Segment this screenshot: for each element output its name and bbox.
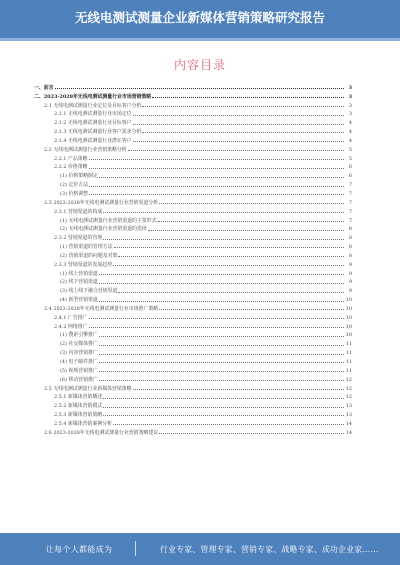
toc-entry-label: 2.2.2 价格策略 (54, 164, 88, 171)
toc-entry-label: 一、前言 (34, 84, 54, 91)
report-title: 无线电测试测量企业新媒体营销策略研究报告 (74, 10, 325, 25)
toc-leader-dots (114, 247, 345, 248)
toc-leader-dots (89, 327, 344, 328)
table-of-contents (34, 82, 352, 436)
toc-entry-page: 13 (345, 412, 352, 419)
toc-leader-dots (99, 345, 344, 346)
toc-entry-page: 7 (348, 190, 352, 197)
toc-entry-label: 2.1.3 无线电测试测量行业客户需求分析 (54, 129, 142, 136)
toc-entry[interactable] (34, 215, 352, 224)
toc-entry-page: 3 (348, 111, 352, 118)
toc-entry-label: 2.5.2 新媒体营销模式 (54, 403, 103, 410)
toc-entry[interactable] (34, 117, 352, 126)
toc-entry[interactable] (34, 170, 352, 179)
toc-entry[interactable] (34, 135, 352, 144)
toc-entry-page: 9 (348, 270, 352, 277)
toc-entry-label: (4) 新型营销渠道 (60, 297, 98, 304)
toc-title: 内容目录 (173, 58, 226, 72)
toc-entry-page: 7 (348, 199, 352, 206)
toc-entry[interactable] (34, 162, 352, 171)
toc-entry[interactable] (34, 392, 352, 401)
toc-entry-page: 10 (345, 314, 352, 321)
toc-entry-page: 11 (345, 350, 352, 357)
toc-entry-page: 10 (345, 297, 352, 304)
toc-entry[interactable] (34, 224, 352, 233)
toc-entry-label: 2.1.1 无线电测试测量行业市场定位 (54, 111, 132, 118)
footer-tagline: 行业专家、管理专家、营销专家、战略专家、成功企业家…… (160, 545, 379, 554)
toc-leader-dots (89, 168, 344, 169)
toc-entry[interactable] (34, 418, 352, 427)
toc-entry-page: 11 (345, 341, 352, 348)
toc-entry[interactable] (34, 144, 352, 153)
toc-entry[interactable] (34, 241, 352, 250)
toc-entry-page: 3 (348, 102, 352, 109)
toc-leader-dots (55, 88, 344, 89)
toc-entry-label: (2) 社交媒体推广 (60, 341, 98, 348)
toc-leader-dots (103, 239, 344, 240)
toc-leader-dots (133, 124, 344, 125)
toc-entry-label: 2.5.4 新媒体营销案例分析 (54, 420, 113, 427)
toc-entry-page: 12 (345, 394, 352, 401)
toc-entry-page: 7 (348, 182, 352, 189)
toc-entry-page: 10 (345, 323, 352, 330)
toc-entry-page: 8 (348, 226, 352, 233)
toc-entry[interactable] (34, 91, 352, 100)
toc-leader-dots (99, 301, 344, 302)
toc-entry-label: (1) 营销渠道的管理方法 (60, 244, 113, 251)
toc-entry-page: 9 (348, 279, 352, 286)
toc-entry[interactable] (34, 409, 352, 418)
toc-leader-dots (103, 407, 344, 408)
toc-entry-label: 2.4 2023-2028年无线电测试测量行业市场推广策略 (44, 305, 159, 312)
toc-entry-label: 2.5 无线电测试测量行业新媒体营销策略 (44, 385, 132, 392)
toc-entry-page: 11 (345, 367, 352, 374)
toc-entry[interactable] (34, 232, 352, 241)
toc-entry[interactable] (34, 197, 352, 206)
toc-entry-page: 9 (348, 261, 352, 268)
toc-leader-dots (99, 380, 344, 381)
toc-entry-page: 8 (348, 235, 352, 242)
toc-entry[interactable] (34, 100, 352, 109)
toc-entry-page: 11 (345, 359, 352, 365)
toc-leader-dots (113, 265, 344, 266)
toc-entry[interactable] (34, 338, 352, 347)
toc-entry[interactable] (34, 250, 352, 259)
toc-entry[interactable] (34, 347, 352, 356)
toc-entry-label: 2.3.2 营销渠道的管理 (54, 235, 103, 242)
toc-leader-dots (99, 362, 344, 363)
toc-entry-label: (2) 营销渠道的问题及对策 (60, 252, 118, 259)
footer-divider (135, 541, 136, 556)
toc-entry-label: (3) 价格调整 (60, 190, 89, 197)
toc-entry-page: 5 (348, 155, 352, 162)
toc-entry[interactable] (34, 277, 352, 286)
toc-entry[interactable] (34, 321, 352, 330)
toc-entry[interactable] (34, 356, 352, 365)
toc-entry[interactable] (34, 126, 352, 135)
toc-leader-dots (103, 212, 344, 213)
toc-entry[interactable] (34, 303, 352, 312)
toc-entry-page: 6 (348, 164, 352, 171)
toc-entry-page: 3 (348, 84, 352, 91)
toc-entry-page: 10 (345, 305, 352, 312)
toc-entry-page: 4 (348, 129, 352, 136)
toc-entry-label: 2.5.3 新媒体营销策略 (54, 412, 103, 419)
toc-entry-label: (1) 搜索引擎推广 (60, 332, 98, 339)
toc-entry-page: 8 (348, 244, 352, 251)
toc-leader-dots (118, 256, 344, 257)
toc-leader-dots (103, 398, 344, 399)
toc-entry-page: 7 (348, 217, 352, 224)
toc-entry-page: 4 (348, 120, 352, 127)
toc-leader-dots (152, 97, 344, 98)
toc-leader-dots (89, 159, 344, 160)
toc-entry-label: 2.2 无线电测试测量行业营销策略分析 (44, 146, 127, 153)
toc-entry-label: (1) 无线电测试测量行业营销渠道的主要形式 (60, 217, 157, 224)
toc-leader-dots (159, 203, 344, 204)
toc-entry-label: 2.4.1 广告推广 (54, 314, 88, 321)
toc-leader-dots (142, 132, 344, 133)
toc-entry-page: 3 (348, 93, 352, 100)
toc-entry-page: 8 (348, 252, 352, 259)
toc-entry-label: (3) 线上线下融合营销渠道 (60, 288, 118, 295)
toc-leader-dots (118, 292, 344, 293)
toc-entry-page: 14 (345, 429, 352, 436)
banner-divider (0, 38, 400, 41)
toc-leader-dots (99, 354, 344, 355)
toc-entry-page: 9 (348, 288, 352, 295)
footer-slogan: 让每个人都能成为 (46, 545, 113, 554)
toc-entry-label: (2) 无线电测试测量行业营销渠道的选择 (60, 226, 147, 233)
toc-entry[interactable] (34, 285, 352, 294)
toc-entry-label: (1) 价格策略制定 (60, 173, 98, 180)
toc-entry-label: (4) 电子邮件推广 (60, 359, 98, 365)
toc-entry-label: 二、2023-2028年无线电测试测量行业市场营销策略 (34, 93, 152, 100)
footer-banner (0, 533, 400, 565)
toc-leader-dots (159, 433, 344, 434)
toc-entry-label: (2) 定价方法 (60, 182, 89, 189)
toc-leader-dots (128, 150, 344, 151)
toc-leader-dots (103, 415, 344, 416)
toc-leader-dots (133, 141, 344, 142)
toc-entry[interactable] (34, 383, 352, 392)
toc-entry-page: 12 (345, 376, 352, 383)
toc-entry[interactable] (34, 268, 352, 277)
toc-entry-label: 2.5.1 新媒体营销概述 (54, 394, 103, 401)
toc-entry-page: 4 (348, 137, 352, 144)
toc-entry[interactable] (34, 188, 352, 197)
toc-entry-page: 10 (345, 332, 352, 339)
toc-leader-dots (133, 115, 344, 116)
toc-entry[interactable] (34, 374, 352, 383)
toc-entry-page: 13 (345, 403, 352, 410)
toc-entry-page: 7 (348, 208, 352, 215)
toc-entry[interactable] (34, 427, 352, 436)
toc-entry-label: 2.4.2 网络推广 (54, 323, 88, 330)
toc-entry[interactable] (34, 294, 352, 303)
toc-leader-dots (89, 194, 344, 195)
toc-entry[interactable] (34, 82, 352, 91)
toc-leader-dots (133, 389, 344, 390)
toc-leader-dots (99, 336, 344, 337)
toc-leader-dots (159, 309, 344, 310)
toc-entry-label: 2.1.4 无线电测试测量行业潜在客户 (54, 137, 132, 144)
toc-entry-label: (3) 内容营销推广 (60, 350, 98, 357)
toc-leader-dots (99, 283, 344, 284)
toc-entry[interactable] (34, 259, 352, 268)
toc-leader-dots (113, 424, 344, 425)
toc-entry-label: 2.3.3 营销渠道的发展趋势 (54, 261, 113, 268)
toc-entry-page: 14 (345, 420, 352, 427)
toc-leader-dots (158, 221, 344, 222)
toc-entry-page: 5 (348, 146, 352, 153)
toc-entry[interactable] (34, 400, 352, 409)
toc-leader-dots (148, 230, 344, 231)
report-title-banner (0, 0, 400, 38)
toc-entry-label: 2.2.1 产品策略 (54, 155, 88, 162)
toc-leader-dots (99, 274, 344, 275)
toc-entry-label: (5) 视频营销推广 (60, 367, 98, 374)
toc-entry-page: 6 (348, 173, 352, 180)
toc-entry[interactable] (34, 312, 352, 321)
toc-entry-label: 2.1 无线电测试测量行业定位及目标客户分析 (44, 102, 142, 109)
toc-entry[interactable] (34, 109, 352, 118)
toc-entry[interactable] (34, 330, 352, 339)
toc-leader-dots (99, 371, 344, 372)
toc-entry-label: 2.1.2 无线电测试测量行业目标客户 (54, 120, 132, 127)
toc-entry-label: (6) 移动营销推广 (60, 376, 98, 383)
toc-entry-label: 2.6 2023-2028年无线电测试测量行业营销策略建议 (44, 429, 159, 436)
toc-entry[interactable] (34, 179, 352, 188)
toc-entry[interactable] (34, 206, 352, 215)
toc-leader-dots (99, 177, 344, 178)
toc-entry[interactable] (34, 365, 352, 374)
toc-leader-dots (89, 318, 344, 319)
toc-entry-label: (1) 线上营销渠道 (60, 270, 98, 277)
toc-leader-dots (142, 106, 344, 107)
toc-entry-page: 12 (345, 385, 352, 392)
toc-entry-label: (2) 线下营销渠道 (60, 279, 98, 286)
toc-entry[interactable] (34, 153, 352, 162)
toc-entry-label: 2.3.1 营销渠道的构成 (54, 208, 103, 215)
toc-leader-dots (89, 186, 344, 187)
toc-entry-label: 2.3 2023-2028年无线电测试测量行业营销渠道分析 (44, 199, 159, 206)
